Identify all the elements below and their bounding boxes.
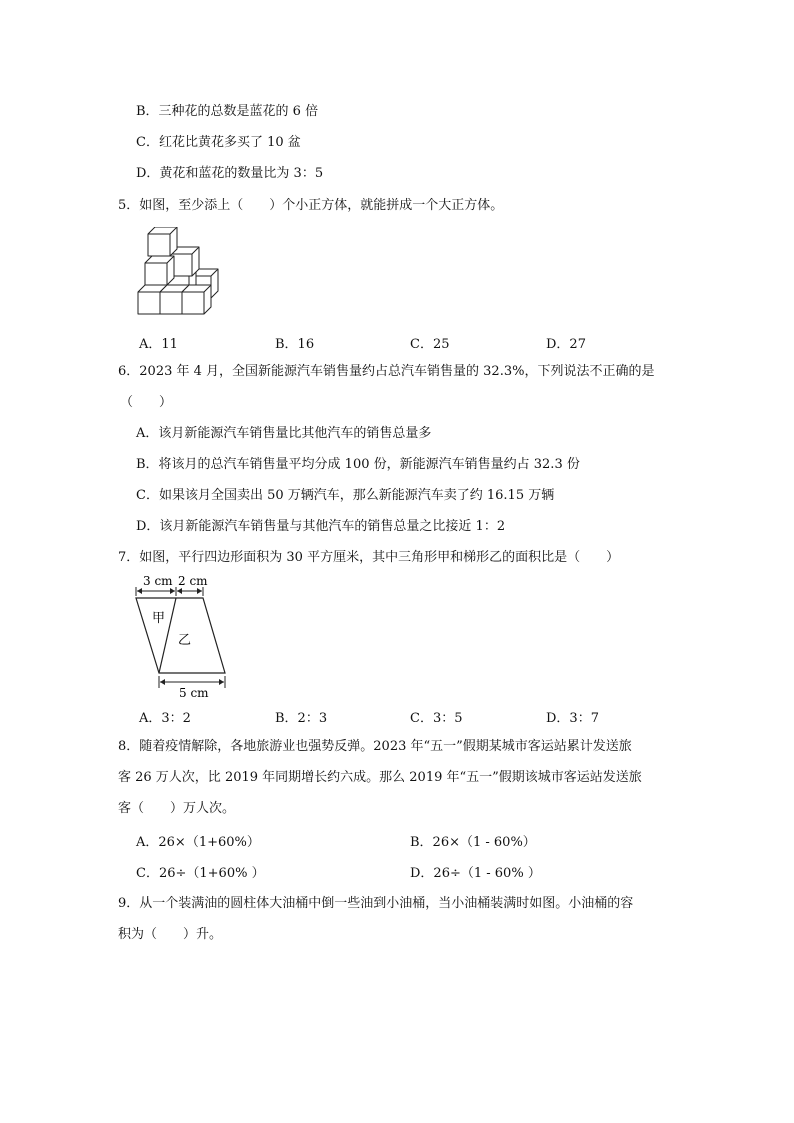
q9-stem-line2: 积为（ ）升。 [118,927,223,942]
q7-option-d: D．3：7 [546,711,599,726]
q6-option-a: A．该月新能源汽车销售量比其他汽车的销售总量多 [136,426,432,441]
q5-option-b: B．16 [275,337,315,352]
q5-cube-figure [134,227,224,317]
q7-parallelogram-figure [132,572,232,702]
q6-stem-line2: （ ） [120,395,173,410]
q7-label-jia: 甲 [152,611,166,626]
q5-options [0,333,794,351]
q4-option-b: B．三种花的总数是蓝花的 6 倍 [136,104,319,119]
q8-option-a: A．26×（1+60%） [136,835,260,850]
q6-option-b: B．将该月的总汽车销售量平均分成 100 份，新能源汽车销售量约占 32.3 份 [136,457,580,472]
q4-option-d: D．黄花和蓝花的数量比为 3：5 [136,166,324,181]
q7-label-yi: 乙 [178,633,192,648]
q8-option-d: D．26÷（1 - 60% ） [410,866,541,881]
cube [145,256,174,285]
q8-options-row2 [0,862,794,880]
q5-option-d: D．27 [546,337,586,352]
q5-option-a: A．11 [139,337,178,352]
q8-option-c: C．26÷（1+60% ） [136,866,265,881]
cube [182,285,211,314]
q7-option-b: B．2：3 [275,711,328,726]
q4-option-c: C．红花比黄花多买了 10 盆 [136,135,301,150]
q8-option-b: B．26×（1 - 60%） [410,835,536,850]
q7-label-3cm: 3 cm [143,574,173,588]
q8-options-row1 [0,831,794,849]
q5-stem: 5．如图，至少添上（ ）个小正方体，就能拼成一个大正方体。 [118,198,504,213]
q8-stem-line2: 客 26 万人次，比 2019 年同期增长约六成。那么 2019 年“五一”假期该城市客运站发送旅 [118,770,642,785]
q7-option-a: A．3：2 [139,711,191,726]
cube [148,227,177,256]
q5-option-c: C．25 [410,337,450,352]
q7-option-c: C．3：5 [410,711,463,726]
q7-stem: 7．如图，平行四边形面积为 30 平方厘米，其中三角形甲和梯形乙的面积比是（ ） [118,550,620,565]
q6-option-c: C．如果该月全国卖出 50 万辆汽车，那么新能源汽车卖了约 16.15 万辆 [136,488,555,503]
q6-option-d: D．该月新能源汽车销售量与其他汽车的销售总量之比接近 1：2 [136,519,506,534]
q7-options [0,707,794,725]
q8-stem-line3: 客（ ）万人次。 [118,801,236,816]
q6-stem-line1: 6．2023 年 4 月，全国新能源汽车销售量约占总汽车销售量的 32.3%，下列说法不正确的是 [118,364,655,379]
q9-stem-line1: 9．从一个装满油的圆柱体大油桶中倒一些油到小油桶，当小油桶装满时如图。小油桶的容 [118,896,634,911]
q7-label-5cm: 5 cm [179,686,209,700]
q7-label-2cm: 2 cm [178,574,208,588]
q8-stem-line1: 8．随着疫情解除，各地旅游业也强势反弹。2023 年“五一”假期某城市客运站累计发送旅 [118,739,632,754]
